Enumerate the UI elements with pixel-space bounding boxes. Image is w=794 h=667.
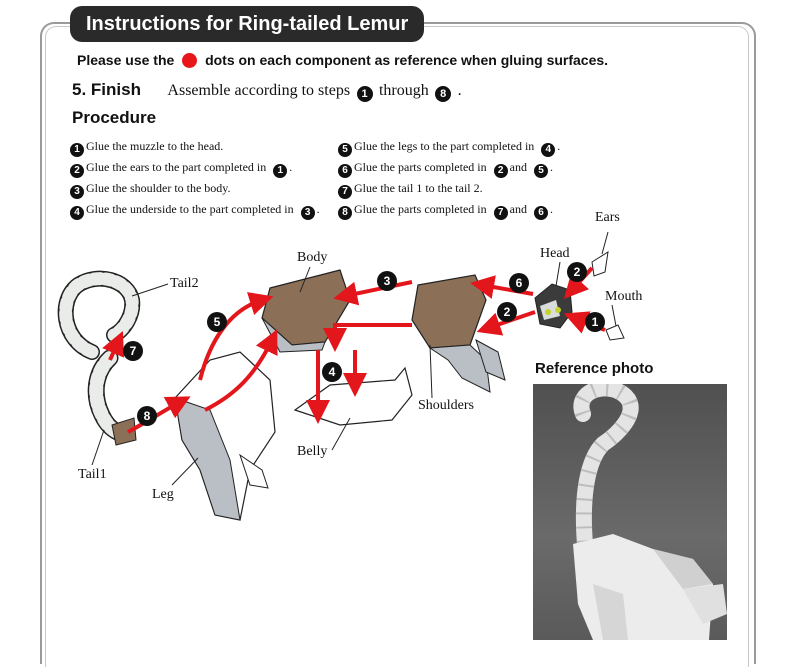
step-end: . bbox=[557, 139, 561, 153]
step-ref-icon: 1 bbox=[273, 164, 287, 178]
step-number-icon: 4 bbox=[70, 206, 84, 220]
step-number-icon: 5 bbox=[338, 143, 352, 157]
step-text: Glue the shoulder to the body. bbox=[86, 181, 231, 195]
step-number-icon: 2 bbox=[70, 164, 84, 178]
step-text: Glue the parts completed in bbox=[354, 202, 487, 216]
step-ref-icon: 5 bbox=[534, 164, 548, 178]
tail2-part bbox=[66, 279, 133, 352]
step-end: . bbox=[549, 160, 553, 174]
badge-5-label: 5 bbox=[213, 315, 221, 329]
finish-text-before: Assemble according to steps bbox=[167, 82, 351, 99]
step-text: Glue the muzzle to the head. bbox=[86, 139, 224, 153]
step-number-icon: 3 bbox=[70, 185, 84, 199]
label-ears: Ears bbox=[595, 210, 620, 225]
label-tail2: Tail2 bbox=[170, 276, 199, 291]
reference-photo bbox=[533, 384, 727, 640]
label-shoulders: Shoulders bbox=[418, 398, 474, 413]
step-end: . bbox=[289, 160, 293, 174]
label-belly: Belly bbox=[297, 444, 328, 459]
step-text: Glue the tail 1 to the tail 2. bbox=[354, 181, 483, 195]
step-ref-icon: 7 bbox=[494, 206, 508, 220]
head-part bbox=[535, 284, 572, 328]
finish-text-end: . bbox=[457, 82, 462, 99]
step-ref-icon: 6 bbox=[534, 206, 548, 220]
step-text: Glue the ears to the part completed in bbox=[86, 160, 267, 174]
step-text: Glue the underside to the part completed in bbox=[86, 202, 294, 216]
step-number-icon: 8 bbox=[338, 206, 352, 220]
label-head: Head bbox=[540, 246, 570, 261]
step-number-icon: 1 bbox=[357, 86, 373, 102]
step-text: Glue the parts completed in bbox=[354, 160, 487, 174]
badge-7-label: 7 bbox=[129, 344, 137, 358]
step-number-icon: 8 bbox=[435, 86, 451, 102]
step-end: . bbox=[549, 202, 553, 216]
ears-part bbox=[592, 252, 608, 276]
step-and: and bbox=[509, 160, 527, 174]
instruction-before: Please use the bbox=[77, 52, 175, 68]
badge-2-label: 2 bbox=[573, 265, 581, 279]
paper-lemur-model bbox=[533, 384, 727, 640]
badge-8-label: 8 bbox=[143, 409, 151, 423]
finish-text-mid: through bbox=[378, 82, 429, 99]
step-and: and bbox=[509, 202, 527, 216]
step-ref-icon: 4 bbox=[541, 143, 555, 157]
badge-3-label: 3 bbox=[383, 274, 391, 288]
label-leg: Leg bbox=[152, 487, 174, 502]
instruction-after: dots on each component as reference when gluing surfaces. bbox=[205, 52, 609, 68]
reference-photo-heading: Reference photo bbox=[535, 360, 654, 377]
badge-6-label: 6 bbox=[515, 276, 523, 290]
step-end: . bbox=[316, 202, 320, 216]
procedure-heading: Procedure bbox=[72, 108, 157, 127]
badge-4-label: 4 bbox=[328, 365, 336, 379]
step-ref-icon: 2 bbox=[494, 164, 508, 178]
page-title: Instructions for Ring-tailed Lemur bbox=[70, 6, 424, 42]
step-number-icon: 7 bbox=[338, 185, 352, 199]
step-number-icon: 1 bbox=[70, 143, 84, 157]
label-tail1: Tail1 bbox=[78, 467, 107, 482]
finish-heading: 5. Finish bbox=[72, 80, 141, 99]
shoulders-part bbox=[412, 275, 505, 392]
badge-2-label: 2 bbox=[503, 305, 511, 319]
label-body: Body bbox=[297, 250, 328, 265]
leg-part bbox=[175, 352, 275, 520]
step-ref-icon: 3 bbox=[301, 206, 315, 220]
label-mouth: Mouth bbox=[605, 289, 643, 304]
mouth-part bbox=[606, 325, 624, 340]
step-text: Glue the legs to the part completed in bbox=[354, 139, 535, 153]
badge-1-label: 1 bbox=[591, 315, 599, 329]
step-number-icon: 6 bbox=[338, 164, 352, 178]
